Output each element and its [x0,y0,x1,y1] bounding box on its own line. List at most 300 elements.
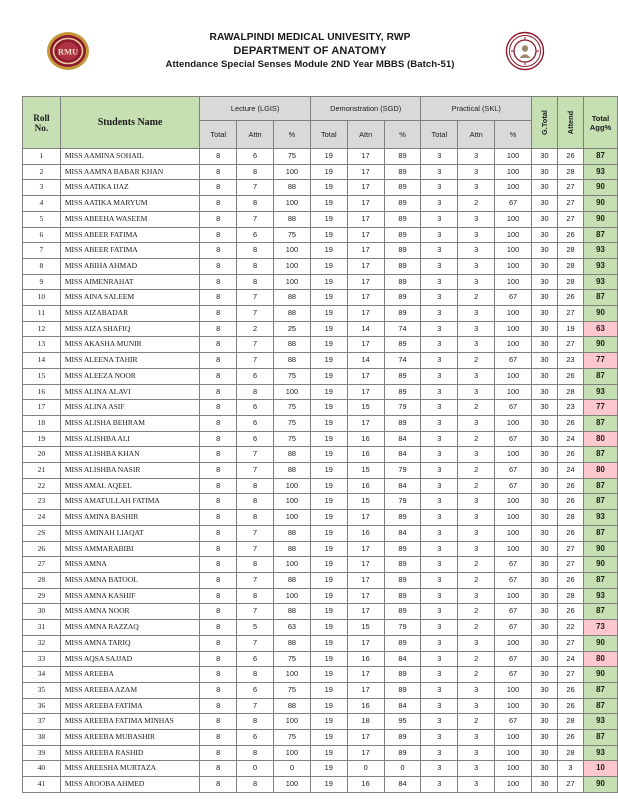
cell-dem-total: 19 [310,714,347,730]
cell-attend: 19 [557,321,583,337]
attendance-table-container [22,96,618,793]
cell-gtotal: 30 [531,588,557,604]
cell-lec-pct: 100 [274,494,311,510]
cell-dem-attn: 16 [347,447,384,463]
cell-lec-total: 8 [200,510,237,526]
cell-dem-total: 19 [310,211,347,227]
cell-roll: 32 [23,635,61,651]
cell-lec-pct: 100 [274,478,311,494]
cell-pra-total: 3 [421,180,458,196]
cell-name: MISS ALEENA TAHIR [60,353,199,369]
cell-name: MISS AMNA BATOOL [60,572,199,588]
cell-dem-total: 19 [310,572,347,588]
cell-dem-pct: 74 [384,321,421,337]
cell-pra-attn: 2 [458,667,495,683]
cell-dem-total: 19 [310,243,347,259]
cell-lec-attn: 8 [237,494,274,510]
cell-lec-attn: 5 [237,620,274,636]
table-row [23,635,618,651]
cell-name: MISS AMNA TARIQ [60,635,199,651]
table-row [23,211,618,227]
cell-pra-attn: 3 [458,730,495,746]
cell-name: MISS AMNA KASHIF [60,588,199,604]
table-row [23,306,618,322]
cell-dem-pct: 84 [384,478,421,494]
cell-attend: 28 [557,384,583,400]
rmu-crest-logo-icon [45,28,91,74]
cell-roll: 35 [23,682,61,698]
cell-attend: 28 [557,243,583,259]
cell-lec-attn: 8 [237,196,274,212]
cell-lec-pct: 88 [274,604,311,620]
cell-roll: 1 [23,149,61,165]
cell-gtotal: 30 [531,384,557,400]
cell-attend: 26 [557,604,583,620]
cell-pra-attn: 2 [458,353,495,369]
cell-pra-attn: 2 [458,463,495,479]
cell-lec-attn: 8 [237,588,274,604]
cell-dem-pct: 89 [384,604,421,620]
svg-text:RMU: RMU [57,46,79,57]
cell-lec-pct: 75 [274,368,311,384]
cell-pra-total: 3 [421,290,458,306]
attendance-table [22,96,618,793]
cell-dem-total: 19 [310,431,347,447]
cell-pra-total: 3 [421,510,458,526]
cell-lec-attn: 7 [237,306,274,322]
table-row [23,525,618,541]
table-row [23,258,618,274]
cell-dem-attn: 17 [347,682,384,698]
cell-pra-attn: 3 [458,525,495,541]
cell-agg: 77 [583,353,617,369]
cell-name: MISS ALINA ASIF [60,400,199,416]
cell-attend: 26 [557,415,583,431]
cell-lec-total: 8 [200,698,237,714]
cell-name: MISS AQSA SAJJAD [60,651,199,667]
table-row [23,651,618,667]
cell-pra-attn: 3 [458,149,495,165]
cell-dem-pct: 89 [384,306,421,322]
cell-agg: 90 [583,196,617,212]
cell-dem-total: 19 [310,384,347,400]
cell-pra-total: 3 [421,258,458,274]
cell-agg: 87 [583,290,617,306]
cell-pra-pct: 67 [495,478,532,494]
cell-lec-attn: 6 [237,227,274,243]
cell-pra-attn: 3 [458,227,495,243]
cell-pra-pct: 67 [495,353,532,369]
cell-lec-pct: 100 [274,714,311,730]
cell-pra-total: 3 [421,494,458,510]
cell-dem-pct: 89 [384,682,421,698]
cell-pra-total: 3 [421,149,458,165]
cell-agg: 93 [583,243,617,259]
cell-attend: 27 [557,557,583,573]
cell-dem-pct: 89 [384,541,421,557]
cell-dem-total: 19 [310,463,347,479]
cell-pra-pct: 100 [495,243,532,259]
table-row [23,337,618,353]
cell-pra-pct: 100 [495,306,532,322]
cell-pra-attn: 3 [458,164,495,180]
table-row [23,478,618,494]
cell-name: MISS AREEBA [60,667,199,683]
cell-pra-pct: 67 [495,620,532,636]
cell-dem-pct: 74 [384,353,421,369]
cell-roll: 20 [23,447,61,463]
th-practical-group: Practical (SKL) [421,97,532,121]
cell-name: MISS ALEEZA NOOR [60,368,199,384]
th-agg-line2: Agg% [589,122,612,132]
cell-agg: 90 [583,541,617,557]
table-row [23,274,618,290]
cell-pra-total: 3 [421,384,458,400]
cell-name: MISS AREEBA AZAM [60,682,199,698]
cell-name: MISS AROOBA AHMED [60,777,199,793]
cell-pra-attn: 3 [458,243,495,259]
cell-lec-attn: 8 [237,510,274,526]
cell-dem-attn: 15 [347,463,384,479]
cell-pra-pct: 100 [495,745,532,761]
cell-dem-attn: 17 [347,635,384,651]
cell-lec-pct: 100 [274,164,311,180]
cell-lec-pct: 100 [274,274,311,290]
cell-agg: 90 [583,180,617,196]
cell-dem-pct: 79 [384,463,421,479]
cell-agg: 87 [583,525,617,541]
cell-lec-attn: 7 [237,525,274,541]
cell-name: MISS AREESHA MURTAZA [60,761,199,777]
cell-pra-attn: 3 [458,415,495,431]
cell-lec-total: 8 [200,337,237,353]
institution-name: RAWALPINDI MEDICAL UNIVESITY, RWP [209,32,411,43]
table-row [23,415,618,431]
table-body [23,149,618,793]
cell-name: MISS AREEBA FATIMA [60,698,199,714]
cell-gtotal: 30 [531,667,557,683]
cell-lec-total: 8 [200,761,237,777]
cell-pra-attn: 3 [458,682,495,698]
cell-lec-attn: 7 [237,463,274,479]
cell-agg: 90 [583,777,617,793]
cell-dem-pct: 84 [384,447,421,463]
cell-name: MISS ALISHA BEHRAM [60,415,199,431]
cell-dem-attn: 17 [347,180,384,196]
th-students-name: Students Name [60,97,199,149]
cell-lec-total: 8 [200,321,237,337]
cell-pra-pct: 100 [495,227,532,243]
cell-pra-total: 3 [421,604,458,620]
cell-attend: 23 [557,400,583,416]
cell-gtotal: 30 [531,415,557,431]
cell-name: MISS AIZABADAR [60,306,199,322]
cell-pra-total: 3 [421,447,458,463]
cell-pra-attn: 3 [458,180,495,196]
cell-dem-total: 19 [310,777,347,793]
cell-roll: 8 [23,258,61,274]
cell-lec-attn: 8 [237,164,274,180]
cell-attend: 27 [557,180,583,196]
th-lecture-percent: % [274,121,311,149]
cell-attend: 26 [557,572,583,588]
cell-gtotal: 30 [531,745,557,761]
cell-lec-total: 8 [200,714,237,730]
cell-gtotal: 30 [531,557,557,573]
cell-name: MISS ALINA ALAVI [60,384,199,400]
cell-agg: 87 [583,447,617,463]
table-row [23,588,618,604]
cell-roll: 19 [23,431,61,447]
cell-gtotal: 30 [531,164,557,180]
cell-dem-attn: 17 [347,368,384,384]
cell-attend: 27 [557,777,583,793]
cell-pra-total: 3 [421,196,458,212]
cell-lec-total: 8 [200,604,237,620]
cell-pra-attn: 3 [458,321,495,337]
cell-dem-attn: 17 [347,227,384,243]
cell-pra-total: 3 [421,541,458,557]
cell-dem-pct: 89 [384,258,421,274]
th-practical-percent: % [495,121,532,149]
cell-pra-pct: 100 [495,211,532,227]
cell-dem-attn: 17 [347,730,384,746]
cell-agg: 93 [583,510,617,526]
cell-agg: 87 [583,698,617,714]
cell-dem-attn: 16 [347,478,384,494]
cell-dem-total: 19 [310,667,347,683]
cell-gtotal: 30 [531,149,557,165]
cell-gtotal: 30 [531,290,557,306]
cell-name: MISS AAMINA SOHAIL [60,149,199,165]
cell-pra-pct: 100 [495,368,532,384]
cell-dem-total: 19 [310,604,347,620]
table-row [23,164,618,180]
cell-name: MISS AMAL AQEEL [60,478,199,494]
cell-pra-total: 3 [421,777,458,793]
cell-pra-attn: 3 [458,384,495,400]
cell-dem-total: 19 [310,415,347,431]
cell-roll: 2S [23,525,61,541]
cell-gtotal: 30 [531,494,557,510]
cell-pra-pct: 100 [495,541,532,557]
cell-lec-attn: 8 [237,243,274,259]
cell-lec-pct: 75 [274,149,311,165]
cell-dem-attn: 0 [347,761,384,777]
cell-roll: 23 [23,494,61,510]
cell-pra-pct: 67 [495,651,532,667]
cell-dem-pct: 79 [384,494,421,510]
cell-pra-attn: 3 [458,588,495,604]
cell-lec-attn: 7 [237,353,274,369]
cell-lec-attn: 8 [237,745,274,761]
cell-gtotal: 30 [531,463,557,479]
cell-dem-attn: 17 [347,337,384,353]
cell-roll: 11 [23,306,61,322]
cell-lec-pct: 88 [274,337,311,353]
cell-roll: 24 [23,510,61,526]
cell-attend: 27 [557,667,583,683]
cell-pra-total: 3 [421,635,458,651]
cell-dem-total: 19 [310,698,347,714]
cell-attend: 27 [557,211,583,227]
cell-agg: 87 [583,604,617,620]
cell-name: MISS AATIKA MARYUM [60,196,199,212]
cell-dem-total: 19 [310,557,347,573]
cell-attend: 26 [557,290,583,306]
cell-dem-pct: 89 [384,510,421,526]
cell-pra-pct: 67 [495,463,532,479]
cell-pra-pct: 67 [495,290,532,306]
cell-lec-total: 8 [200,525,237,541]
cell-gtotal: 30 [531,321,557,337]
cell-dem-attn: 17 [347,290,384,306]
cell-pra-attn: 2 [458,651,495,667]
cell-pra-total: 3 [421,730,458,746]
cell-attend: 28 [557,510,583,526]
cell-gtotal: 30 [531,730,557,746]
cell-lec-total: 8 [200,651,237,667]
cell-pra-pct: 100 [495,682,532,698]
cell-pra-attn: 3 [458,745,495,761]
table-row [23,353,618,369]
cell-lec-total: 8 [200,588,237,604]
th-g-total-label: G.Total [539,110,549,135]
cell-roll: 31 [23,620,61,636]
cell-pra-total: 3 [421,478,458,494]
cell-roll: 9 [23,274,61,290]
cell-pra-attn: 3 [458,306,495,322]
cell-agg: 63 [583,321,617,337]
cell-gtotal: 30 [531,541,557,557]
cell-pra-attn: 3 [458,777,495,793]
cell-lec-pct: 88 [274,180,311,196]
cell-attend: 26 [557,730,583,746]
cell-pra-pct: 100 [495,164,532,180]
cell-pra-total: 3 [421,557,458,573]
cell-lec-attn: 7 [237,604,274,620]
th-demonstration-group: Demonstration (SGD) [310,97,421,121]
cell-lec-total: 8 [200,243,237,259]
cell-pra-pct: 100 [495,258,532,274]
cell-roll: 39 [23,745,61,761]
cell-pra-total: 3 [421,274,458,290]
cell-gtotal: 30 [531,682,557,698]
cell-lec-attn: 7 [237,180,274,196]
cell-name: MISS AMNA RAZZAQ [60,620,199,636]
cell-pra-total: 3 [421,525,458,541]
cell-dem-pct: 89 [384,164,421,180]
cell-dem-total: 19 [310,321,347,337]
cell-dem-attn: 16 [347,431,384,447]
cell-lec-total: 8 [200,777,237,793]
cell-lec-attn: 7 [237,337,274,353]
cell-dem-total: 19 [310,494,347,510]
cell-dem-pct: 89 [384,730,421,746]
cell-dem-attn: 17 [347,415,384,431]
cell-dem-total: 19 [310,635,347,651]
cell-agg: 87 [583,494,617,510]
table-row [23,384,618,400]
cell-roll: 4 [23,196,61,212]
cell-roll: 15 [23,368,61,384]
cell-dem-total: 19 [310,196,347,212]
cell-agg: 90 [583,667,617,683]
cell-lec-total: 8 [200,196,237,212]
th-lecture-total: Total [200,121,237,149]
cell-lec-attn: 2 [237,321,274,337]
cell-dem-pct: 89 [384,368,421,384]
cell-pra-total: 3 [421,306,458,322]
cell-pra-pct: 100 [495,321,532,337]
table-row [23,180,618,196]
cell-lec-pct: 75 [274,415,311,431]
cell-lec-attn: 7 [237,541,274,557]
cell-dem-total: 19 [310,761,347,777]
cell-pra-attn: 3 [458,447,495,463]
cell-name: MISS AREEBA RASHID [60,745,199,761]
cell-attend: 26 [557,494,583,510]
cell-name: MISS ABEEHA WASEEM [60,211,199,227]
cell-lec-total: 8 [200,730,237,746]
cell-lec-pct: 100 [274,258,311,274]
cell-name: MISS AIMENRAHAT [60,274,199,290]
cell-lec-total: 8 [200,745,237,761]
cell-pra-total: 3 [421,164,458,180]
cell-dem-attn: 15 [347,400,384,416]
cell-gtotal: 30 [531,525,557,541]
cell-pra-total: 3 [421,415,458,431]
cell-name: MISS AATIKA IJAZ [60,180,199,196]
cell-roll: 38 [23,730,61,746]
cell-pra-total: 3 [421,588,458,604]
cell-pra-attn: 3 [458,510,495,526]
cell-lec-attn: 6 [237,730,274,746]
table-row [23,714,618,730]
cell-dem-total: 19 [310,730,347,746]
cell-gtotal: 30 [531,353,557,369]
cell-pra-attn: 2 [458,604,495,620]
cell-pra-attn: 2 [458,620,495,636]
cell-name: MISS AREEBA FATIMA MINHAS [60,714,199,730]
cell-lec-pct: 75 [274,651,311,667]
cell-dem-total: 19 [310,588,347,604]
table-row [23,682,618,698]
table-row [23,572,618,588]
cell-name: MISS ALISHBA KHAN [60,447,199,463]
cell-dem-total: 19 [310,149,347,165]
cell-lec-attn: 6 [237,368,274,384]
cell-agg: 87 [583,415,617,431]
cell-lec-total: 8 [200,415,237,431]
cell-pra-total: 3 [421,368,458,384]
cell-attend: 28 [557,745,583,761]
cell-attend: 24 [557,463,583,479]
cell-dem-attn: 17 [347,667,384,683]
cell-dem-attn: 17 [347,258,384,274]
cell-attend: 26 [557,447,583,463]
cell-dem-attn: 17 [347,164,384,180]
cell-attend: 26 [557,227,583,243]
cell-agg: 87 [583,227,617,243]
cell-lec-pct: 100 [274,745,311,761]
cell-roll: 3 [23,180,61,196]
th-roll-line2: No. [34,122,49,133]
cell-lec-total: 8 [200,463,237,479]
cell-agg: 90 [583,557,617,573]
cell-agg: 93 [583,588,617,604]
cell-pra-pct: 100 [495,761,532,777]
